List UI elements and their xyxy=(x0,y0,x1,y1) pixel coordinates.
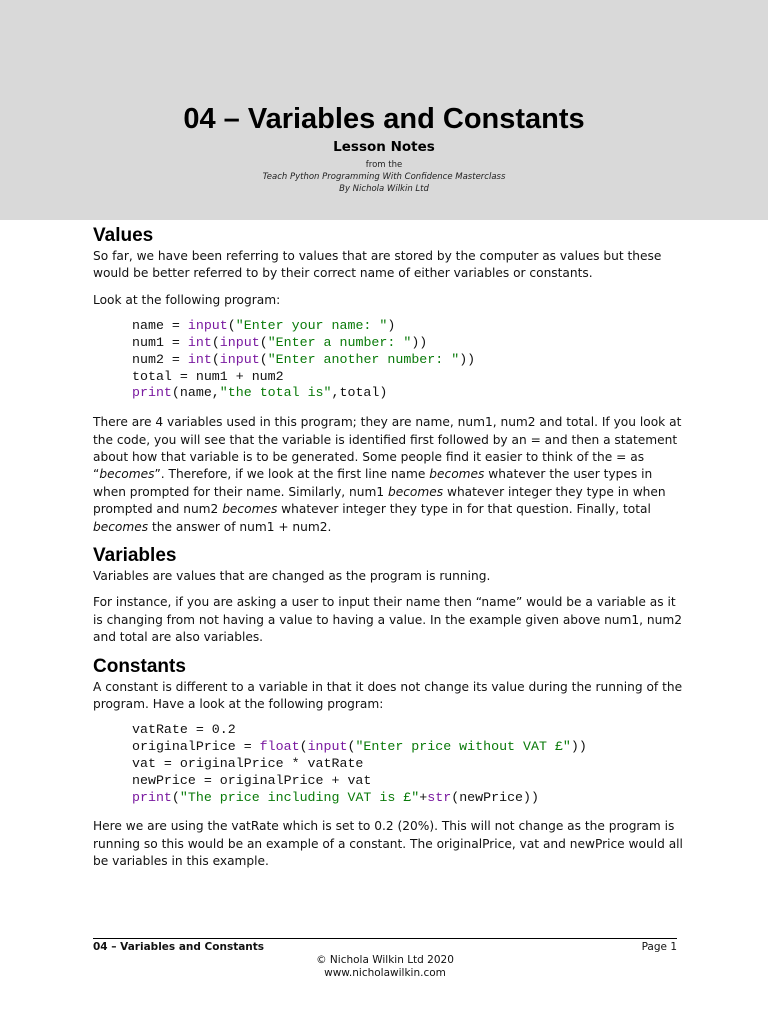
page-footer xyxy=(93,938,677,979)
code-line: num1 = int(input("Enter a number: ")) xyxy=(132,335,428,351)
variables-paragraph-2: For instance, if you are asking a user to input their name then “name” would be a variable as it is changing from not having a value to having a value. In the example given above num1, num2 and total are also variables. xyxy=(93,595,682,645)
lesson-header xyxy=(0,0,768,220)
code-line: total = num1 + num2 xyxy=(132,368,284,384)
section-heading-variables: Variables xyxy=(93,545,177,567)
author-credit: By Nichola Wilkin Ltd xyxy=(339,184,429,194)
footer-document-title: 04 – Variables and Constants xyxy=(93,941,265,953)
section-heading-values: Values xyxy=(93,225,154,246)
credit-from: from the xyxy=(365,160,403,170)
code-line: print("The price including VAT is £"+str(newPrice)) xyxy=(132,789,539,805)
code-line: name = input("Enter your name: ") xyxy=(132,318,396,334)
variables-paragraph-1: Variables are values that are changed as the program is running. xyxy=(93,569,491,584)
course-name: Teach Python Programming With Confidence Masterclass xyxy=(262,172,506,182)
code-line: originalPrice = float(input("Enter price without VAT £")) xyxy=(132,739,587,755)
document-body xyxy=(93,225,683,880)
code-line: vat = originalPrice * vatRate xyxy=(132,756,364,772)
footer-row xyxy=(93,941,677,954)
copyright-notice: © Nichola Wilkin Ltd 2020 xyxy=(316,954,454,966)
values-paragraph-3: There are 4 variables used in this program; they are name, num1, num2 and total. If you look at the code, you will see that the variable is identified first followed by an = and then a statement about how that variable is to be generated. Some people find it easier to think of the = as “becomes”. Therefore, if we look at the first line name becomes whatever the user types in when prompted for their name. Similarly, num1 becomes whatever integer they type in when prompted and num2 becomes whatever integer they type in for that question. Finally, total becomes the answer of num1 + num2. xyxy=(93,415,682,534)
constants-paragraph-2: Here we are using the vatRate which is set to 0.2 (20%). This will not change as the program is running so this would be an example of a constant. The originalPrice, vat and newPrice would all be variables in this example. xyxy=(93,819,683,869)
code-line: newPrice = originalPrice + vat xyxy=(132,772,372,788)
code-line: print(name,"the total is",total) xyxy=(132,385,388,401)
document-subtitle: Lesson Notes xyxy=(333,139,435,155)
website-link[interactable]: www.nicholawilkin.com xyxy=(324,967,446,979)
section-heading-constants: Constants xyxy=(93,655,186,677)
code-line: num2 = int(input("Enter another number: ")) xyxy=(132,351,476,367)
page-number: Page 1 xyxy=(641,941,677,953)
code-block-constants xyxy=(132,722,683,806)
constants-paragraph-1: A constant is different to a variable in that it does not change its value during the running of the program. Have a look at the following program: xyxy=(93,679,683,712)
code-block-variables xyxy=(132,318,683,402)
document-title: 04 – Variables and Constants xyxy=(183,103,585,135)
values-paragraph-1: So far, we have been referring to values that are stored by the computer as values but these would be better referred to by their correct name of either variables or constants. xyxy=(93,249,662,281)
code-line: vatRate = 0.2 xyxy=(132,722,236,738)
values-paragraph-2: Look at the following program: xyxy=(93,292,281,307)
